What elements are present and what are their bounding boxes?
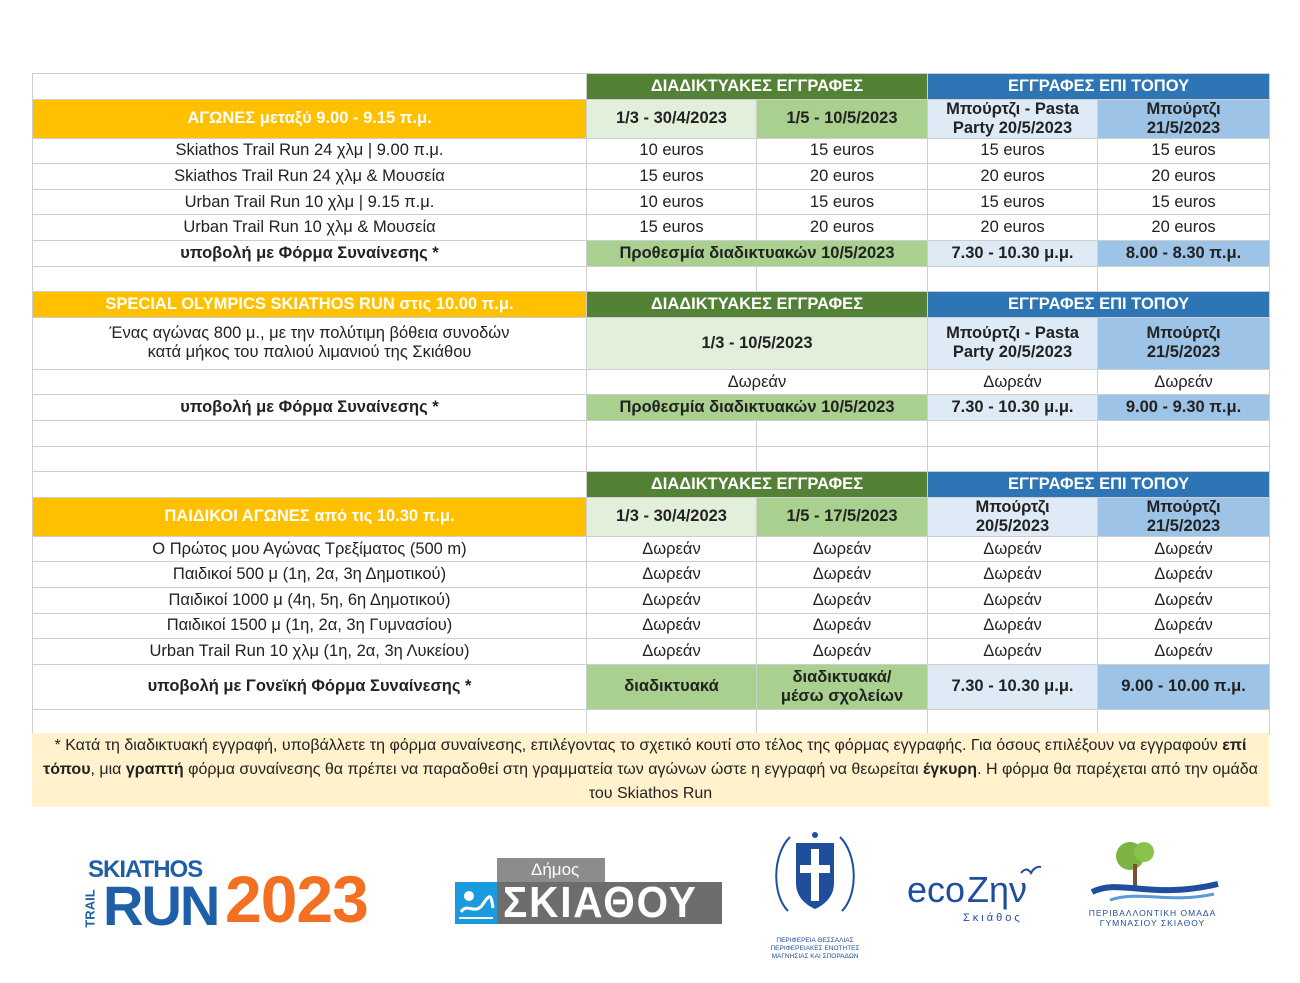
region-text-3: ΜΑΓΝΗΣΙΑΣ ΚΑΙ ΣΠΟΡΑΔΩΝ: [771, 953, 859, 960]
onsite-day2-header: Μπούρτζι 21/5/2023: [1098, 99, 1270, 138]
period-1-header: 1/3 - 30/4/2023: [587, 99, 757, 138]
consent-footnote: * Κατά τη διαδικτυακή εγγραφή, υποβάλλετε τη φόρμα συναίνεσης, επιλέγοντας το σχετικό κουτί στο τέλος της φόρμας εγγραφής. Για όσους επιλέξουν να εγγραφούν επί τόπου, μια γραπτή φόρμα συναίνεσης θα πρέπει να παραδοθεί στη γραμματεία των αγώνων ώστε η εγγραφή να θεωρείται έγκυρη. Η φόρμα θα παρέχεται από την ομάδα του Skiathos Run: [32, 733, 1269, 807]
online-deadline: Προθεσμία διαδικτυακών 10/5/2023: [587, 240, 928, 266]
dimos-emblem-icon: [455, 882, 497, 924]
environmental-group-logo: [1080, 838, 1225, 933]
spacer-row: [33, 266, 1270, 292]
dimos-skiathou-logo: [455, 858, 725, 928]
race-label: Παιδικοί 1000 μ (4η, 5η, 6η Δημοτικού): [33, 587, 587, 613]
table-row: [33, 562, 1270, 588]
race-label: Urban Trail Run 10 χλμ & Μουσεία: [33, 215, 587, 241]
fee-cell: Δωρεάν: [587, 587, 757, 613]
consent-form-label: υποβολή με Φόρμα Συναίνεσης *: [33, 240, 587, 266]
onsite-time: 7.30 - 10.30 μ.μ.: [928, 240, 1098, 266]
fee-cell: Δωρεάν: [757, 587, 928, 613]
fee-cell: Δωρεάν: [928, 587, 1098, 613]
table-cell: [1098, 446, 1270, 472]
region-thessaly-logo: [760, 825, 870, 965]
logo-run-text: RUN: [103, 874, 219, 937]
table-row: [33, 395, 1270, 421]
eco-text: eco: [907, 869, 966, 910]
online-period-header: 1/3 - 10/5/2023: [587, 317, 928, 369]
onsite-registrations-header: ΕΓΓΡΑΦΕΣ ΕΠΙ ΤΟΠΟΥ: [928, 74, 1270, 100]
skiathou-label: ΣΚΙΑΘΟΥ: [503, 878, 698, 927]
region-text-1: ΠΕΡΙΦΕΡΕΙΑ ΘΕΣΣΑΛΙΑΣ: [776, 937, 854, 944]
fee-cell: Δωρεάν: [928, 562, 1098, 588]
onsite-time: 7.30 - 10.30 μ.μ.: [928, 395, 1098, 421]
fee-cell: 15 euros: [587, 215, 757, 241]
race-label: Παιδικοί 1500 μ (1η, 2α, 3η Γυμνασίου): [33, 613, 587, 639]
online-registrations-header: ΔΙΑΔΙΚΤΥΑΚΕΣ ΕΓΓΡΑΦΕΣ: [587, 292, 928, 318]
section-title-special-olympics: SPECIAL OLYMPICS SKIATHOS RUN στις 10.00 π.μ.: [33, 292, 587, 318]
env-group-text-2: ΓΥΜΝΑΣΙΟΥ ΣΚΙΑΘΟΥ: [1099, 918, 1206, 928]
table-cell: [1098, 420, 1270, 446]
skiathos-trail-run-logo: [82, 856, 425, 938]
fee-cell: Δωρεάν: [757, 562, 928, 588]
race-label: Παιδικοί 500 μ (1η, 2α, 3η Δημοτικού): [33, 562, 587, 588]
period-2-header: 1/5 - 10/5/2023: [757, 99, 928, 138]
spacer-row: [33, 709, 1270, 735]
fee-cell: Δωρεάν: [928, 639, 1098, 665]
table-cell: [33, 420, 587, 446]
ecozin-logo: [905, 862, 1065, 932]
table-cell: [33, 446, 587, 472]
race-label: Ο Πρώτος μου Αγώνας Τρεξίματος (500 m): [33, 536, 587, 562]
race-label: Urban Trail Run 10 χλμ | 9.15 π.μ.: [33, 189, 587, 215]
onsite-registrations-header: ΕΓΓΡΑΦΕΣ ΕΠΙ ΤΟΠΟΥ: [928, 472, 1270, 498]
fee-cell: Δωρεάν: [1098, 536, 1270, 562]
zin-text: Ζην: [967, 869, 1028, 910]
env-group-text-1: ΠΕΡΙΒΑΛΛΟΝΤΙΚΗ ΟΜΑΔΑ: [1088, 908, 1217, 918]
onsite-day2-header: Μπούρτζι 21/5/2023: [1098, 317, 1270, 369]
onsite-time: 8.00 - 8.30 π.μ.: [1098, 240, 1270, 266]
online-deadline: Προθεσμία διαδικτυακών 10/5/2023: [587, 395, 928, 421]
blank-cell: [33, 74, 587, 100]
fee-cell: 10 euros: [587, 189, 757, 215]
onsite-day1-header: Μπούρτζι 20/5/2023: [928, 497, 1098, 536]
logo-trail-text: TRAIL: [82, 889, 98, 928]
period-2-header: 1/5 - 17/5/2023: [757, 497, 928, 536]
greek-coat-of-arms-icon: [768, 825, 862, 925]
fee-cell: 15 euros: [1098, 189, 1270, 215]
onsite-registrations-header: ΕΓΓΡΑΦΕΣ ΕΠΙ ΤΟΠΟΥ: [928, 292, 1270, 318]
table-row: [33, 240, 1270, 266]
fee-cell: 20 euros: [757, 164, 928, 190]
fee-cell: Δωρεάν: [1098, 562, 1270, 588]
fee-cell: Δωρεάν: [587, 536, 757, 562]
logo-year-text: 2023: [225, 862, 368, 936]
dimos-label: Δήμος: [531, 860, 580, 879]
registration-fee-table: [32, 73, 1270, 735]
fee-cell: Δωρεάν: [587, 369, 928, 395]
period-1-header: 1/3 - 30/4/2023: [587, 497, 757, 536]
table-cell: [587, 420, 757, 446]
table-cell: [928, 446, 1098, 472]
fee-cell: Δωρεάν: [757, 613, 928, 639]
table-row: [33, 536, 1270, 562]
onsite-day1-header: Μπούρτζι - Pasta Party 20/5/2023: [928, 317, 1098, 369]
fee-cell: 20 euros: [928, 215, 1098, 241]
fee-cell: 15 euros: [587, 164, 757, 190]
spacer-row: [33, 446, 1270, 472]
table-cell: [587, 446, 757, 472]
table-row: [33, 215, 1270, 241]
table-cell: [1098, 709, 1270, 735]
table-cell: [928, 266, 1098, 292]
table-cell: [1098, 266, 1270, 292]
table-cell: [33, 369, 587, 395]
fee-cell: Δωρεάν: [928, 613, 1098, 639]
table-row: [33, 639, 1270, 665]
table-cell: [757, 709, 928, 735]
table-cell: [757, 446, 928, 472]
eco-subtitle: Σκιάθος: [963, 912, 1023, 924]
fee-cell: Δωρεάν: [1098, 587, 1270, 613]
section-title-races: ΑΓΩΝΕΣ μεταξύ 9.00 - 9.15 π.μ.: [33, 99, 587, 138]
race-label: Skiathos Trail Run 24 χλμ & Μουσεία: [33, 164, 587, 190]
table-cell: [33, 266, 587, 292]
fee-cell: Δωρεάν: [587, 639, 757, 665]
onsite-day2-header: Μπούρτζι 21/5/2023: [1098, 497, 1270, 536]
parental-consent-label: υποβολή με Γονεϊκή Φόρμα Συναίνεσης *: [33, 664, 587, 709]
fee-cell: 10 euros: [587, 138, 757, 164]
registration-method: διαδικτυακά/ μέσω σχολείων: [757, 664, 928, 709]
onsite-time: 7.30 - 10.30 μ.μ.: [928, 664, 1098, 709]
race-label: Urban Trail Run 10 χλμ (1η, 2α, 3η Λυκείου): [33, 639, 587, 665]
fee-cell: Δωρεάν: [928, 536, 1098, 562]
fee-cell: 15 euros: [757, 189, 928, 215]
tree-and-wave-icon: [1090, 838, 1220, 904]
fee-cell: 15 euros: [928, 138, 1098, 164]
fee-cell: 20 euros: [757, 215, 928, 241]
fee-cell: 20 euros: [1098, 164, 1270, 190]
special-olympics-description: Ένας αγώνας 800 μ., με την πολύτιμη βόθεια συνοδών κατά μήκος του παλιού λιμανιού της Σκιάθου: [33, 317, 587, 369]
fee-cell: Δωρεάν: [928, 369, 1098, 395]
table-cell: [587, 709, 757, 735]
table-cell: [928, 709, 1098, 735]
table-row: [33, 664, 1270, 709]
online-registrations-header: ΔΙΑΔΙΚΤΥΑΚΕΣ ΕΓΓΡΑΦΕΣ: [587, 472, 928, 498]
table-row: [33, 613, 1270, 639]
table-cell: [757, 266, 928, 292]
table-cell: [587, 266, 757, 292]
blank-cell: [33, 472, 587, 498]
race-label: Skiathos Trail Run 24 χλμ | 9.00 π.μ.: [33, 138, 587, 164]
fee-cell: 15 euros: [928, 189, 1098, 215]
onsite-time: 9.00 - 9.30 π.μ.: [1098, 395, 1270, 421]
table-cell: [757, 420, 928, 446]
onsite-time: 9.00 - 10.00 π.μ.: [1098, 664, 1270, 709]
table-row: [33, 138, 1270, 164]
onsite-day1-header: Μπούρτζι - Pasta Party 20/5/2023: [928, 99, 1098, 138]
logo-skiathos-text: SKIATHOS: [88, 856, 203, 883]
fee-cell: 15 euros: [757, 138, 928, 164]
fee-cell: 20 euros: [928, 164, 1098, 190]
fee-cell: 20 euros: [1098, 215, 1270, 241]
table-row: [33, 587, 1270, 613]
fee-cell: 15 euros: [1098, 138, 1270, 164]
table-row: [33, 189, 1270, 215]
registration-method: διαδικτυακά: [587, 664, 757, 709]
fee-cell: Δωρεάν: [587, 613, 757, 639]
spacer-row: [33, 420, 1270, 446]
fee-cell: Δωρεάν: [587, 562, 757, 588]
region-text-2: ΠΕΡΙΦΕΡΕΙΑΚΕΣ ΕΝΟΤΗΤΕΣ: [770, 945, 860, 952]
table-row: [33, 369, 1270, 395]
table-cell: [33, 709, 587, 735]
section-title-kids-races: ΠΑΙΔΙΚΟΙ ΑΓΩΝΕΣ από τις 10.30 π.μ.: [33, 497, 587, 536]
table-row: [33, 164, 1270, 190]
fee-cell: Δωρεάν: [1098, 639, 1270, 665]
online-registrations-header: ΔΙΑΔΙΚΤΥΑΚΕΣ ΕΓΓΡΑΦΕΣ: [587, 74, 928, 100]
fee-cell: Δωρεάν: [1098, 369, 1270, 395]
fee-cell: Δωρεάν: [757, 639, 928, 665]
fee-cell: Δωρεάν: [1098, 613, 1270, 639]
consent-form-label: υποβολή με Φόρμα Συναίνεσης *: [33, 395, 587, 421]
table-cell: [928, 420, 1098, 446]
fee-cell: Δωρεάν: [757, 536, 928, 562]
